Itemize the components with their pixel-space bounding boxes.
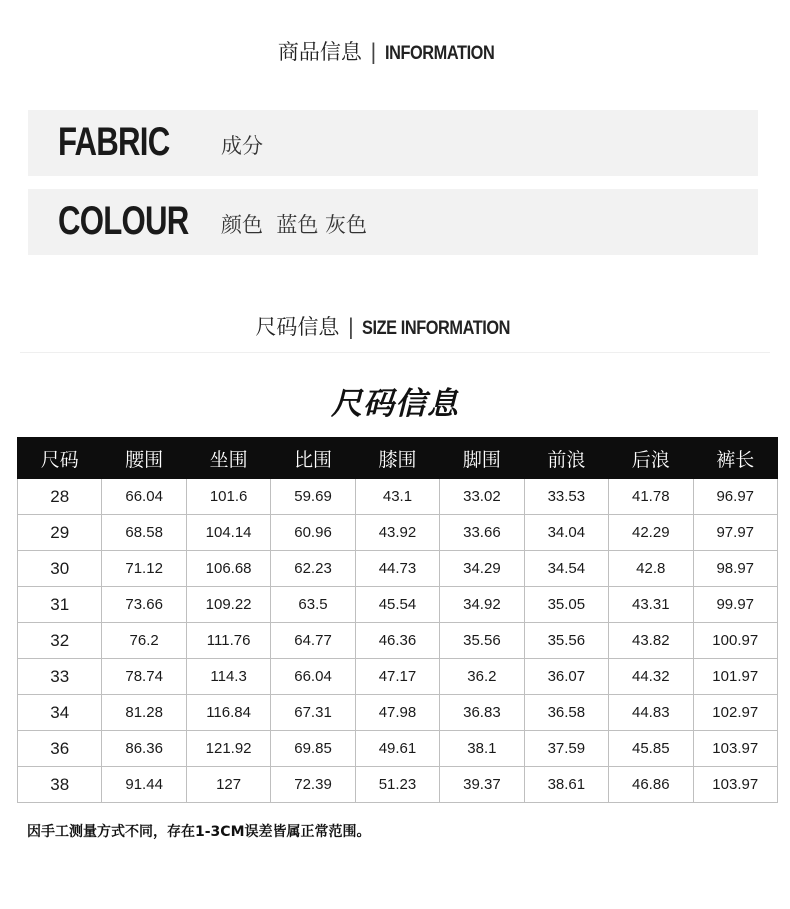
measurement-cell: 78.74 bbox=[102, 659, 186, 695]
measurement-cell: 69.85 bbox=[271, 731, 355, 767]
table-row bbox=[18, 515, 778, 551]
size-table-header-row bbox=[18, 438, 778, 479]
measurement-cell: 63.5 bbox=[271, 587, 355, 623]
measurement-cell: 71.12 bbox=[102, 551, 186, 587]
measurement-cell: 38.61 bbox=[524, 767, 608, 803]
measurement-cell: 34.54 bbox=[524, 551, 608, 587]
measurement-cell: 102.97 bbox=[693, 695, 778, 731]
measurement-cell: 97.97 bbox=[693, 515, 778, 551]
size-table bbox=[17, 437, 778, 803]
column-header: 尺码 bbox=[18, 438, 102, 479]
measurement-cell: 109.22 bbox=[186, 587, 270, 623]
section-divider bbox=[20, 352, 770, 353]
size-cell: 29 bbox=[18, 515, 102, 551]
measurement-cell: 62.23 bbox=[271, 551, 355, 587]
measurement-cell: 43.92 bbox=[355, 515, 439, 551]
column-header: 腰围 bbox=[102, 438, 186, 479]
measurement-cell: 38.1 bbox=[440, 731, 524, 767]
measurement-cell: 103.97 bbox=[693, 767, 778, 803]
fabric-row bbox=[28, 110, 758, 176]
measurement-cell: 34.04 bbox=[524, 515, 608, 551]
measurement-cell: 101.6 bbox=[186, 479, 270, 515]
product-info-title bbox=[0, 36, 790, 66]
measurement-cell: 100.97 bbox=[693, 623, 778, 659]
size-info-title-cn: 尺码信息 bbox=[255, 315, 340, 339]
measurement-cell: 33.66 bbox=[440, 515, 524, 551]
size-info-title-en: SIZE INFORMATION bbox=[362, 318, 511, 339]
measurement-cell: 99.97 bbox=[693, 587, 778, 623]
measurement-cell: 44.83 bbox=[609, 695, 693, 731]
measurement-cell: 111.76 bbox=[186, 623, 270, 659]
size-cell: 32 bbox=[18, 623, 102, 659]
measurement-cell: 114.3 bbox=[186, 659, 270, 695]
measurement-cell: 36.58 bbox=[524, 695, 608, 731]
measurement-cell: 35.05 bbox=[524, 587, 608, 623]
title-separator: | bbox=[347, 315, 355, 339]
table-row bbox=[18, 659, 778, 695]
measurement-cell: 81.28 bbox=[102, 695, 186, 731]
table-row bbox=[18, 695, 778, 731]
column-header: 裤长 bbox=[693, 438, 778, 479]
measurement-cell: 43.1 bbox=[355, 479, 439, 515]
measurement-cell: 44.32 bbox=[609, 659, 693, 695]
measurement-cell: 36.2 bbox=[440, 659, 524, 695]
table-row bbox=[18, 479, 778, 515]
measurement-cell: 36.07 bbox=[524, 659, 608, 695]
measurement-note: 因手工测量方式不同，存在1-3CM误差皆属正常范围。 bbox=[27, 824, 371, 840]
column-header: 膝围 bbox=[355, 438, 439, 479]
table-row bbox=[18, 731, 778, 767]
measurement-cell: 76.2 bbox=[102, 623, 186, 659]
measurement-cell: 46.36 bbox=[355, 623, 439, 659]
size-cell: 36 bbox=[18, 731, 102, 767]
measurement-cell: 35.56 bbox=[524, 623, 608, 659]
fabric-value: 成分 bbox=[221, 134, 263, 158]
measurement-cell: 35.56 bbox=[440, 623, 524, 659]
measurement-cell: 96.97 bbox=[693, 479, 778, 515]
measurement-cell: 33.02 bbox=[440, 479, 524, 515]
measurement-cell: 39.37 bbox=[440, 767, 524, 803]
measurement-cell: 42.29 bbox=[609, 515, 693, 551]
measurement-cell: 67.31 bbox=[271, 695, 355, 731]
measurement-cell: 91.44 bbox=[102, 767, 186, 803]
measurement-cell: 86.36 bbox=[102, 731, 186, 767]
measurement-cell: 42.8 bbox=[609, 551, 693, 587]
measurement-cell: 116.84 bbox=[186, 695, 270, 731]
column-header: 坐围 bbox=[186, 438, 270, 479]
colour-row bbox=[28, 189, 758, 255]
size-cell: 28 bbox=[18, 479, 102, 515]
measurement-cell: 51.23 bbox=[355, 767, 439, 803]
measurement-cell: 103.97 bbox=[693, 731, 778, 767]
measurement-cell: 66.04 bbox=[102, 479, 186, 515]
size-cell: 30 bbox=[18, 551, 102, 587]
measurement-cell: 66.04 bbox=[271, 659, 355, 695]
size-info-title bbox=[0, 311, 790, 341]
size-table-body bbox=[18, 479, 778, 803]
column-header: 后浪 bbox=[609, 438, 693, 479]
size-table-heading: 尺码信息 bbox=[331, 386, 459, 422]
measurement-cell: 72.39 bbox=[271, 767, 355, 803]
measurement-cell: 33.53 bbox=[524, 479, 608, 515]
measurement-cell: 37.59 bbox=[524, 731, 608, 767]
measurement-cell: 98.97 bbox=[693, 551, 778, 587]
measurement-cell: 60.96 bbox=[271, 515, 355, 551]
measurement-cell: 47.17 bbox=[355, 659, 439, 695]
title-separator: | bbox=[369, 40, 377, 64]
size-cell: 34 bbox=[18, 695, 102, 731]
table-row bbox=[18, 767, 778, 803]
measurement-cell: 41.78 bbox=[609, 479, 693, 515]
measurement-cell: 43.31 bbox=[609, 587, 693, 623]
colour-value: 颜色 蓝色 灰色 bbox=[221, 213, 368, 237]
table-row bbox=[18, 587, 778, 623]
measurement-cell: 64.77 bbox=[271, 623, 355, 659]
measurement-cell: 121.92 bbox=[186, 731, 270, 767]
measurement-cell: 106.68 bbox=[186, 551, 270, 587]
measurement-cell: 47.98 bbox=[355, 695, 439, 731]
measurement-cell: 43.82 bbox=[609, 623, 693, 659]
measurement-cell: 73.66 bbox=[102, 587, 186, 623]
product-info-title-en: INFORMATION bbox=[384, 43, 495, 64]
column-header: 脚围 bbox=[440, 438, 524, 479]
measurement-cell: 104.14 bbox=[186, 515, 270, 551]
column-header: 前浪 bbox=[524, 438, 608, 479]
measurement-cell: 45.54 bbox=[355, 587, 439, 623]
size-cell: 38 bbox=[18, 767, 102, 803]
measurement-cell: 44.73 bbox=[355, 551, 439, 587]
measurement-cell: 49.61 bbox=[355, 731, 439, 767]
measurement-cell: 68.58 bbox=[102, 515, 186, 551]
table-row bbox=[18, 623, 778, 659]
measurement-cell: 45.85 bbox=[609, 731, 693, 767]
measurement-cell: 101.97 bbox=[693, 659, 778, 695]
size-cell: 31 bbox=[18, 587, 102, 623]
colour-label: COLOUR bbox=[58, 199, 189, 243]
measurement-cell: 34.29 bbox=[440, 551, 524, 587]
measurement-cell: 34.92 bbox=[440, 587, 524, 623]
product-info-title-cn: 商品信息 bbox=[277, 40, 362, 64]
size-cell: 33 bbox=[18, 659, 102, 695]
measurement-cell: 59.69 bbox=[271, 479, 355, 515]
fabric-label: FABRIC bbox=[58, 120, 170, 164]
table-row bbox=[18, 551, 778, 587]
measurement-cell: 36.83 bbox=[440, 695, 524, 731]
column-header: 比围 bbox=[271, 438, 355, 479]
measurement-cell: 127 bbox=[186, 767, 270, 803]
measurement-cell: 46.86 bbox=[609, 767, 693, 803]
